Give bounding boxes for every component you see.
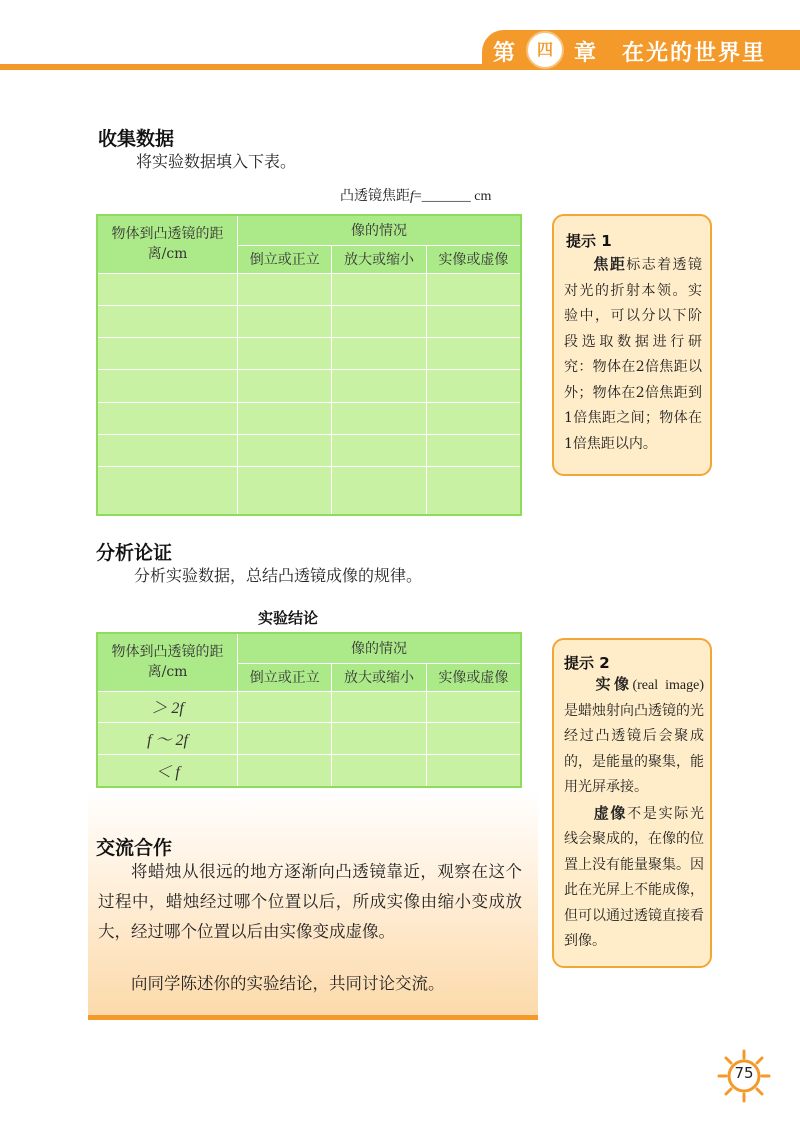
table-row [97,691,521,723]
row-label: ＜ f [97,755,238,787]
table-row [97,273,521,305]
focal-length-label: 凸透镜焦距f=_______ cm [340,188,492,204]
chapter-title: 在光的世界里 [622,40,767,66]
analyze-instruction: 分析实验数据，总结凸透镜成像的规律。 [134,566,423,585]
chapter-number-badge [526,31,564,69]
exchange-paragraph-1: 将蜡烛从很远的地方逐渐向凸透镜靠近，观察在这个过程中，蜡烛经过哪个位置以后，所成实像由缩小变成放大，经过哪个位置以后由实像变成虚像。 [98,862,522,941]
tip-2-title: 提示 2 [564,654,610,672]
page-number: 75 [734,1064,754,1082]
col-image-header: 像的情况 [238,215,521,245]
col-image-header: 像的情况 [238,633,521,663]
chapter-suffix: 章 [574,40,599,66]
tip-1-title: 提示 1 [566,232,612,250]
row-label: ＞ 2f [97,691,238,723]
tip-1-box [552,214,712,476]
table-row [97,755,521,787]
subcol-orientation: 倒立或正立 [238,663,332,691]
tip-2-body: 实像(real image)是蜡烛射向凸透镜的光经过凸透镜后会聚成的，是能量的聚集，能用光屏承接。 虚像不是实际光线会聚成的，在像的位置上没有能量聚集。因此在光屏上不能成像，但可以通过透镜直接看到像。 [564,675,704,949]
subcol-real-virtual: 实像或虚像 [426,663,521,691]
conclusion-title: 实验结论 [258,609,319,627]
table-row [97,305,521,337]
chapter-number: 四 [536,40,553,59]
table-row [97,370,521,402]
exchange-paragraph-2: 向同学陈述你的实验结论，共同讨论交流。 [131,974,445,993]
data-table [96,214,522,516]
subcol-size: 放大或缩小 [332,245,426,273]
subcol-orientation: 倒立或正立 [238,245,332,273]
table-row [97,434,521,466]
chapter-prefix: 第 [493,40,518,66]
analyze-title: 分析论证 [96,542,173,564]
row-label: f ～ 2f [97,723,238,755]
table-row [97,467,521,515]
conclusion-table [96,632,522,788]
col-distance-header: 物体到凸透镜的距离/cm [97,215,238,273]
exchange-bottom-rule [88,1015,538,1020]
tip-2-box [552,638,712,968]
collect-instruction: 将实验数据填入下表。 [136,152,297,171]
collect-title: 收集数据 [98,128,175,150]
table-row [97,338,521,370]
col-distance-header: 物体到凸透镜的距离/cm [97,633,238,691]
table-row [97,402,521,434]
exchange-title: 交流合作 [96,837,173,859]
tip-1-body: 焦距标志着透镜对光的折射本领。实验中，可以分以下阶段选取数据进行研究：物体在2倍焦距以外；物体在2倍焦距到1倍焦距之间；物体在1倍焦距以内。 [564,255,702,452]
subcol-size: 放大或缩小 [332,663,426,691]
table-row [97,723,521,755]
subcol-real-virtual: 实像或虚像 [426,245,521,273]
